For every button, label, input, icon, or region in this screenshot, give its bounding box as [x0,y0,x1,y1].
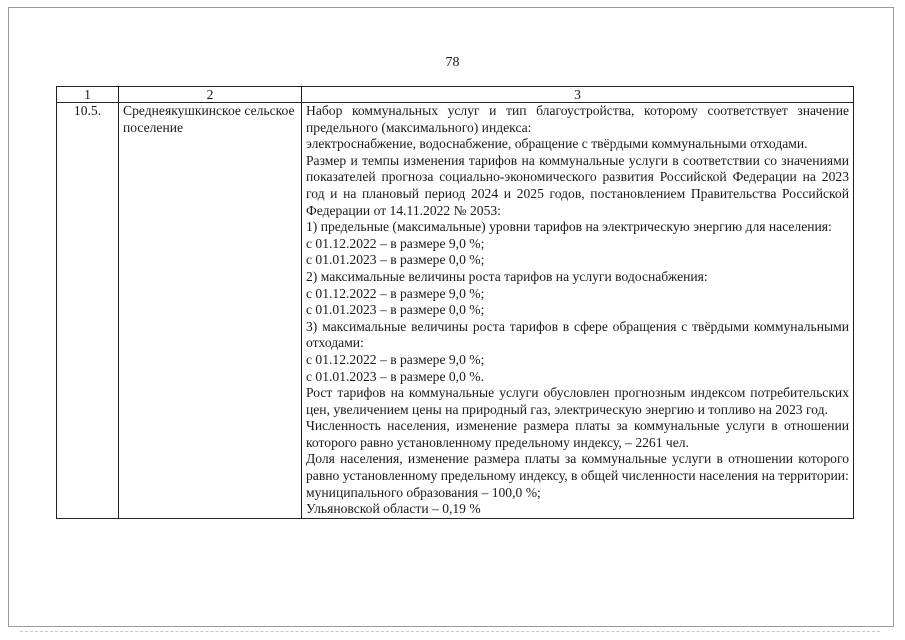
table-header-row [57,87,854,103]
content-paragraph: 3) максимальные величины роста тарифов в сфере обращения с твёрдыми коммунальными отходами: [306,318,849,351]
content-paragraph: Набор коммунальных услуг и тип благоустройства, которому соответствует значение предельного (максимального) индекса: [306,103,849,135]
content-paragraph: Ульяновской области – 0,19 % [306,501,481,517]
content-paragraph: электроснабжение, водоснабжение, обращение с твёрдыми коммунальными отходами. [306,136,808,152]
content-paragraph: муниципального образования – 100,0 %; [306,484,541,500]
content-paragraph: с 01.01.2023 – в размере 0,0 %. [306,368,484,384]
content-paragraph: 2) максимальные величины роста тарифов на услуги водоснабжения: [306,268,708,284]
content-paragraph: Рост тарифов на коммунальные услуги обусловлен прогнозным индексом потребительских цен, увеличением цены на природный газ, электрическую энергию и топливо на 2023 год. [306,385,849,417]
content-paragraph: Численность населения, изменение размера платы за коммунальные услуги в отношении которого равно установленному предельному индексу, – 2261 чел. [306,418,849,450]
table-row [57,103,854,519]
content-paragraph: Размер и темпы изменения тарифов на коммунальные услуги в соответствии со значениями показателей прогноза социально-экономического развития Российской Федерации на 2023 год и на плановый период 2024 и 2025 годов, постановлением Правительства Российской Федерации от 14.11.2022 № 2053: [306,152,849,218]
content-paragraph: с 01.01.2023 – в размере 0,0 %; [306,252,485,268]
header-col-3: 3 [302,87,854,103]
tariff-table [56,86,854,519]
content-paragraph: с 01.12.2022 – в размере 9,0 %; [306,285,485,301]
content-paragraph: с 01.01.2023 – в размере 0,0 %; [306,302,485,318]
row-number: 10.5. [57,103,119,519]
content-paragraph: 1) предельные (максимальные) уровни тарифов на электрическую энергию для населения: [306,219,832,235]
page-number: 78 [445,55,460,70]
row-content [302,103,854,519]
content-paragraph: с 01.12.2022 – в размере 9,0 %; [306,351,485,367]
content-paragraph: Доля населения, изменение размера платы за коммунальные услуги в отношении которого равно установленному предельному индексу, в общей численности населения на территории: [306,451,849,484]
header-col-2: 2 [119,87,302,103]
content-paragraph: с 01.12.2022 – в размере 9,0 %; [306,235,485,251]
settlement-name: Среднеякушкинское сельское поселение [119,103,302,519]
header-col-1: 1 [57,87,119,103]
scan-artifact-line [20,631,880,632]
